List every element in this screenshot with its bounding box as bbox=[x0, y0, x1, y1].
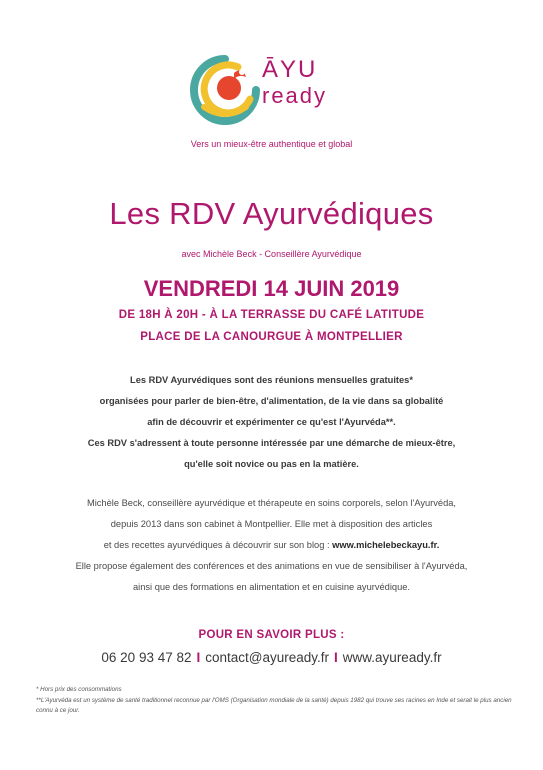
subtitle: avec Michèle Beck - Conseillère Ayurvédique bbox=[181, 249, 362, 259]
bio-line: Elle propose également des conférences et des animations en vue de sensibiliser à l'Ayurvéda, bbox=[75, 561, 468, 571]
event-time-place: DE 18H À 20H - À LA TERRASSE DU CAFÉ LATITUDE bbox=[118, 309, 425, 321]
footnote-1: * Hors prix des consommations bbox=[36, 686, 122, 693]
event-date: VENDREDI 14 JUIN 2019 bbox=[143, 276, 400, 301]
separator: I bbox=[196, 650, 201, 665]
bio-line: ainsi que des formations en alimentation et en cuisine ayurvédique. bbox=[132, 582, 410, 592]
bio-line bbox=[0, 540, 543, 550]
brand-name bbox=[262, 58, 327, 107]
page-title: Les RDV Ayurvédiques bbox=[109, 196, 434, 231]
website-link[interactable]: www.ayuready.fr bbox=[342, 650, 442, 665]
footnote-2: **L'Ayurvéda est un système de santé traditionnel reconnue par l'OMS (Organisation mondiale de la santé) depuis 1982 qui trouve ses racines en Inde et serait le plus ancien connu à ce jour. bbox=[36, 697, 512, 714]
phone-number[interactable]: 06 20 93 47 82 bbox=[101, 650, 192, 665]
event-address: PLACE DE LA CANOURGUE À MONTPELLIER bbox=[140, 331, 403, 343]
intro-line: afin de découvrir et expérimenter ce qu'est l'Ayurvéda**. bbox=[147, 417, 396, 427]
more-info-heading: POUR EN SAVOIR PLUS : bbox=[198, 629, 345, 641]
intro-line: Les RDV Ayurvédiques sont des réunions mensuelles gratuites* bbox=[130, 375, 413, 385]
logo bbox=[186, 52, 361, 132]
blog-link[interactable]: www.michelebeckayu.fr. bbox=[332, 540, 440, 550]
intro-line: organisées pour parler de bien-être, d'alimentation, de la vie dans sa globalité bbox=[99, 396, 444, 406]
intro-line: qu'elle soit novice ou pas en la matière. bbox=[184, 459, 359, 469]
brand-name-bottom: ready bbox=[262, 83, 328, 108]
brand-name-top: ĀYU bbox=[262, 56, 318, 83]
separator: I bbox=[334, 650, 338, 665]
bio-line: Michèle Beck, conseillère ayurvédique et thérapeute en soins corporels, selon l'Ayurvéda, bbox=[86, 498, 457, 508]
tagline: Vers un mieux-être authentique et global bbox=[190, 139, 353, 149]
email-link[interactable]: contact@ayuready.fr bbox=[205, 650, 330, 665]
bio-line: depuis 2013 dans son cabinet à Montpellier. Elle met à disposition des articles bbox=[110, 519, 433, 529]
contact-line bbox=[0, 650, 543, 665]
intro-line: Ces RDV s'adressent à toute personne intéressée par une démarche de mieux-être, bbox=[87, 438, 456, 448]
bio-text: et des recettes ayurvédiques à découvrir sur son blog : bbox=[103, 540, 333, 550]
logo-mark-icon bbox=[190, 55, 260, 125]
